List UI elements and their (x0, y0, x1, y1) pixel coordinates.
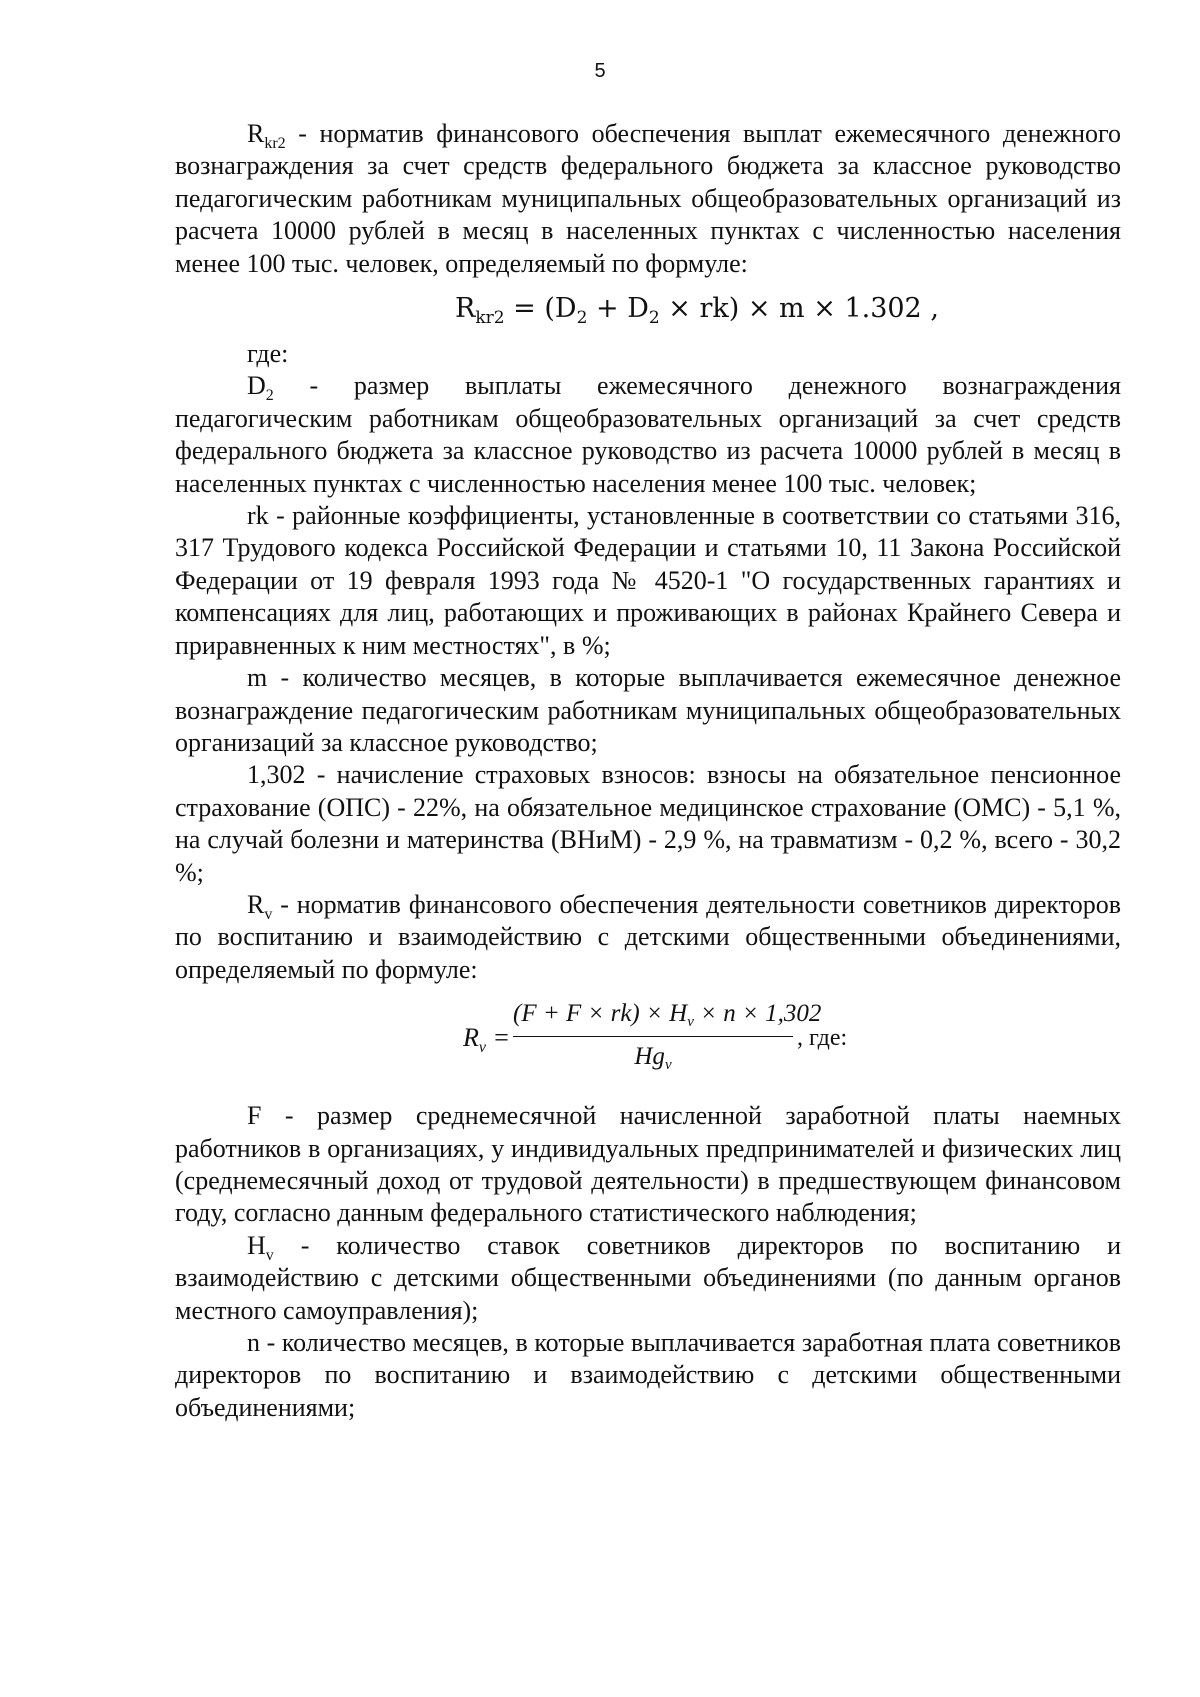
formula-lhs-subscript: kr2 (475, 308, 505, 329)
definition-text: - норматив финансового обеспечения выплат ежемесячного денежного вознаграждения за счет средств федерального бюджета за классное руководство педагогическим работникам муниципальных общеобразовательных организаций из расчета 10000 рублей в месяц в населенных пунктах с численностью населения менее 100 тыс. человек, определяемый по формуле: (175, 119, 1121, 278)
numerator-part: (F + F × rk) × H (513, 1000, 688, 1028)
formula-denominator (513, 1041, 793, 1073)
paragraph-n-definition: n - количество месяцев, в которые выплачивается заработная плата советников директоров по воспитанию и взаимодействию с детскими общественными объединениями; (175, 1328, 1121, 1422)
paragraph-rk-definition: rk - районные коэффициенты, установленные в соответствии со статьями 316, 317 Трудового кодекса Российской Федерации и статьями 10, 11 Закона Российской Федерации от 19 февраля 1993 года № 4520-1 "О государственных гарантиях и компенсациях для лиц, работающих и проживающих в районах Крайнего Севера и приравненных к ним местностях", в %; (175, 501, 1121, 660)
formula-part: + D (587, 293, 649, 325)
formula-lhs (463, 1022, 511, 1057)
paragraph-rv-definition (175, 889, 1121, 986)
symbol-subscript: v (265, 1246, 274, 1264)
formula-lhs-symbol: R (463, 1023, 479, 1053)
numerator-subscript: v (687, 1014, 694, 1031)
paragraph-m-definition: m - количество месяцев, в которые выплачивается ежемесячное денежное вознаграждение педагогическим работникам муниципальных общеобразовательных организаций за классное руководство; (175, 663, 1121, 757)
formula-part: = (D (504, 293, 577, 325)
formula-subscript: 2 (648, 308, 660, 329)
formula-tail: , где: (797, 1025, 848, 1052)
paragraph-f-definition: F - размер среднемесячной начисленной заработной платы наемных работников в организациях, у индивидуальных предпринимателей и физических лиц (среднемесячный доход от трудовой деятельности) в предшествующем финансовом году, согласно данным федерального статистического наблюдения; (175, 1101, 1121, 1228)
formula-lhs-subscript: v (478, 1039, 486, 1057)
formula-rkr2 (175, 280, 1121, 338)
numerator-part: × n × 1,302 (693, 1000, 822, 1028)
definition-text: - норматив финансового обеспечения деятельности советников директоров по воспитанию и взаимодействию с детскими общественными объединениями, определяемый по формуле: (175, 889, 1121, 984)
symbol-h: H (247, 1230, 266, 1260)
paragraph-gde: где: (247, 339, 289, 369)
symbol-subscript: v (264, 905, 273, 923)
paragraph-d2-definition (175, 370, 1121, 500)
formula-equals: = (486, 1023, 511, 1053)
formula-rv (175, 986, 1121, 1086)
definition-text: - количество ставок советников директоров по воспитанию и взаимодействию с детскими общественными объединениями (по данным органов местного самоуправления); (175, 1230, 1121, 1325)
definition-text: - размер выплаты ежемесячного денежного вознаграждения педагогическим работникам общеобразовательных организаций за счет средств федерального бюджета за классное руководство из расчета 10000 рублей в месяц в населенных пунктах с численностью населения менее 100 тыс. человек; (175, 371, 1121, 498)
denominator-subscript: v (664, 1057, 672, 1074)
formula-lhs: R (455, 293, 476, 325)
formula-subscript: 2 (576, 308, 588, 329)
page-number: 5 (594, 60, 606, 82)
denominator-symbol: Hg (634, 1043, 665, 1071)
symbol-r: R (247, 889, 265, 919)
paragraph-hv-definition (175, 1230, 1121, 1327)
symbol-subscript: kr2 (264, 135, 286, 152)
formula-numerator (513, 998, 822, 1031)
paragraph-rkr2-definition (175, 118, 1121, 280)
symbol-r: R (247, 119, 265, 148)
paragraph-coefficient-definition: 1,302 - начисление страховых взносов: взносы на обязательное пенсионное страхование (ОПС) - 22%, на обязательное медицинское страхование (ОМС) - 5,1 %, на случай болезни и материнства (ВНиМ) - 2,9 %, на травматизм - 0,2 %, всего - 30,2 %; (175, 760, 1121, 887)
symbol-subscript: 2 (265, 387, 274, 405)
fraction-bar (513, 1036, 793, 1037)
formula-rhs: × rk) × m × 1.302 , (659, 293, 939, 325)
document-body (175, 118, 1121, 1424)
symbol-d: D (247, 371, 266, 401)
